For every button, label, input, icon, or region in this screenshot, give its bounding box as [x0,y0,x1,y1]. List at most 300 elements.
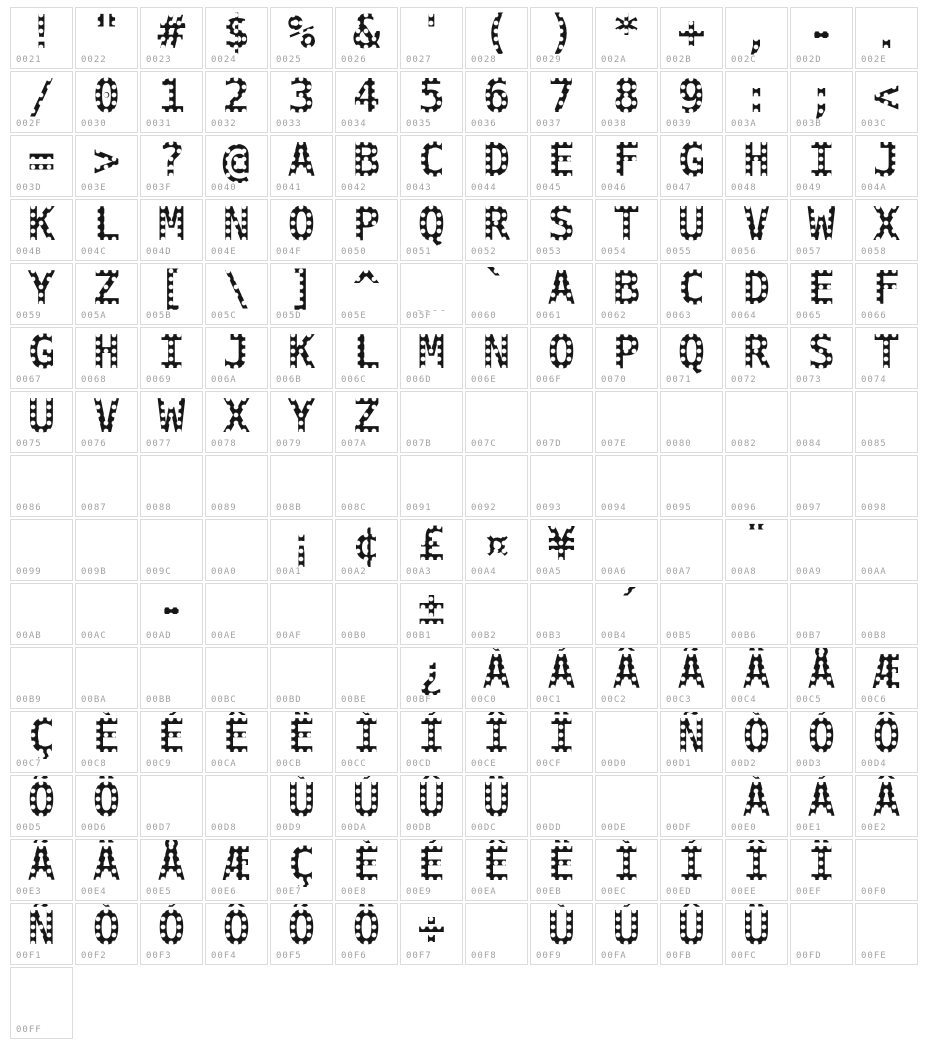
glyph-cell-007e[interactable] [595,391,658,453]
glyph-cell-007b[interactable] [400,391,463,453]
glyph-cell-00ed[interactable] [660,836,723,901]
glyph-cell-003c[interactable] [855,68,918,133]
glyph-cell-00e0[interactable] [725,772,788,837]
codepoint-label: 0040 [211,183,237,193]
glyph-cell-0043[interactable] [400,132,463,197]
codepoint-label: 002A [601,55,627,65]
glyph-cell-004d[interactable] [140,196,203,261]
glyph: D [726,264,787,311]
glyph-cell-008b[interactable] [270,455,333,517]
glyph: ; [791,72,852,119]
glyph-cell-009b[interactable] [75,519,138,581]
glyph-cell-002d[interactable] [790,4,853,69]
codepoint-label: 00F8 [471,951,497,961]
glyph-cell-00db[interactable] [400,772,463,837]
glyph-cell-00fc[interactable] [725,900,788,965]
glyph-cell-00e5[interactable] [140,836,203,901]
glyph-cell-00c9[interactable] [140,708,203,773]
glyph [661,520,722,567]
glyph-cell-00f9[interactable] [530,900,593,965]
glyph-cell-00f8[interactable] [465,903,528,965]
glyph: Å [141,840,202,887]
glyph: 7 [531,72,592,119]
glyph-cell-0057[interactable] [790,196,853,261]
glyph-cell-00aa[interactable] [855,519,918,581]
glyph-cell-00b8[interactable] [855,583,918,645]
glyph-cell-00de[interactable] [595,775,658,837]
glyph-cell-0087[interactable] [75,455,138,517]
glyph-cell-005b[interactable] [140,260,203,325]
glyph-cell-0075[interactable] [10,388,73,453]
glyph-cell-002e[interactable] [855,4,918,69]
codepoint-label: 0079 [276,439,302,449]
glyph: 5 [401,72,462,119]
glyph-cell-00af[interactable] [270,583,333,645]
glyph-cell-0094[interactable] [595,455,658,517]
glyph-cell-00a4[interactable] [465,516,528,581]
glyph-cell-004b[interactable] [10,196,73,261]
glyph-cell-00a0[interactable] [205,519,268,581]
glyph-cell-008c[interactable] [335,455,398,517]
glyph-cell-0065[interactable] [790,260,853,325]
glyph-cell-0073[interactable] [790,324,853,389]
glyph-cell-009c[interactable] [140,519,203,581]
glyph-cell-0078[interactable] [205,388,268,453]
glyph-cell-0071[interactable] [660,324,723,389]
glyph-cell-00f2[interactable] [75,900,138,965]
glyph: 0 [76,72,137,119]
glyph-cell-0023[interactable] [140,4,203,69]
glyph-cell-005c[interactable] [205,260,268,325]
glyph-cell-00e6[interactable] [205,836,268,901]
glyph: \ [206,264,267,311]
glyph: Õ [11,776,72,823]
codepoint-label: 0035 [406,119,432,129]
glyph-cell-00f6[interactable] [335,900,398,965]
glyph-cell-00f3[interactable] [140,900,203,965]
codepoint-label: 0036 [471,119,497,129]
glyph-cell-0088[interactable] [140,455,203,517]
glyph-cell-0068[interactable] [75,324,138,389]
glyph: M [141,200,202,247]
glyph-cell-0047[interactable] [660,132,723,197]
glyph-cell-0089[interactable] [205,455,268,517]
glyph-cell-0025[interactable] [270,4,333,69]
glyph-cell-0063[interactable] [660,260,723,325]
glyph-cell-002f[interactable] [10,68,73,133]
codepoint-label: 00FE [861,951,887,961]
codepoint-label: 00B4 [601,631,627,641]
glyph-cell-00f1[interactable] [10,900,73,965]
glyph [206,520,267,567]
glyph-cell-003f[interactable] [140,132,203,197]
glyph-cell-00bf[interactable] [400,644,463,709]
codepoint-label: 004B [16,247,42,257]
glyph-cell-00f5[interactable] [270,900,333,965]
glyph: B [336,136,397,183]
glyph-cell-00ec[interactable] [595,836,658,901]
glyph-cell-003a[interactable] [725,68,788,133]
glyph-cell-00b7[interactable] [790,583,853,645]
glyph [856,584,917,631]
glyph-cell-00a8[interactable] [725,516,788,581]
glyph-cell-00d0[interactable] [595,711,658,773]
glyph-cell-00c8[interactable] [75,708,138,773]
glyph: ' [401,8,462,55]
glyph-cell-00e2[interactable] [855,772,918,837]
glyph-cell-00d4[interactable] [855,708,918,773]
glyph-cell-00df[interactable] [660,775,723,837]
glyph-row [10,68,920,133]
glyph-cell-005a[interactable] [75,260,138,325]
glyph-cell-00e7[interactable] [270,836,333,901]
glyph-cell-0070[interactable] [595,324,658,389]
glyph-cell-00bd[interactable] [270,647,333,709]
glyph-cell-00e4[interactable] [75,836,138,901]
glyph-cell-00b1[interactable] [400,580,463,645]
glyph-cell-00d3[interactable] [790,708,853,773]
glyph: - [791,8,852,55]
glyph-cell-00eb[interactable] [530,836,593,901]
glyph-cell-002a[interactable] [595,4,658,69]
codepoint-label: 00B7 [796,631,822,641]
glyph-cell-005e[interactable] [335,260,398,325]
glyph-cell-0092[interactable] [465,455,528,517]
glyph-cell-00cd[interactable] [400,708,463,773]
glyph-cell-006c[interactable] [335,324,398,389]
glyph: Æ [206,840,267,887]
glyph: Á [791,776,852,823]
glyph-cell-004a[interactable] [855,132,918,197]
glyph-cell-00ac[interactable] [75,583,138,645]
glyph-cell-0069[interactable] [140,324,203,389]
glyph-cell-00fd[interactable] [790,903,853,965]
glyph-cell-0031[interactable] [140,68,203,133]
glyph-cell-00cc[interactable] [335,708,398,773]
glyph-cell-00c1[interactable] [530,644,593,709]
glyph-cell-00b4[interactable] [595,580,658,645]
codepoint-label: 0049 [796,183,822,193]
glyph [791,392,852,439]
glyph: W [791,200,852,247]
glyph-cell-00d9[interactable] [270,772,333,837]
glyph-cell-0054[interactable] [595,196,658,261]
glyph-cell-006e[interactable] [465,324,528,389]
glyph-cell-00c5[interactable] [790,644,853,709]
glyph-row [10,708,920,773]
codepoint-label: 00E1 [796,823,822,833]
glyph: J [206,328,267,375]
glyph-cell-0038[interactable] [595,68,658,133]
glyph-cell-00a7[interactable] [660,519,723,581]
glyph [206,456,267,503]
glyph: H [726,136,787,183]
glyph-cell-00ca[interactable] [205,708,268,773]
glyph-cell-006b[interactable] [270,324,333,389]
glyph: 9 [661,72,722,119]
glyph-cell-0037[interactable] [530,68,593,133]
glyph-cell-003d[interactable] [10,132,73,197]
glyph-cell-0032[interactable] [205,68,268,133]
glyph-cell-0050[interactable] [335,196,398,261]
glyph: Ñ [661,712,722,759]
codepoint-label: 0022 [81,55,107,65]
glyph-cell-006a[interactable] [205,324,268,389]
glyph: C [661,264,722,311]
glyph-cell-0028[interactable] [465,4,528,69]
codepoint-label: 0075 [16,439,42,449]
glyph-cell-0021[interactable] [10,4,73,69]
glyph-cell-00b3[interactable] [530,583,593,645]
glyph: Ç [11,712,72,759]
glyph: _ [401,264,462,311]
glyph-cell-00fb[interactable] [660,900,723,965]
glyph [661,456,722,503]
glyph: J [856,136,917,183]
glyph-cell-0093[interactable] [530,455,593,517]
glyph-cell-0024[interactable] [205,4,268,69]
glyph-cell-0030[interactable] [75,68,138,133]
glyph-cell-00b0[interactable] [335,583,398,645]
glyph-cell-0052[interactable] [465,196,528,261]
glyph-cell-0085[interactable] [855,391,918,453]
glyph-cell-0026[interactable] [335,4,398,69]
glyph: G [11,328,72,375]
glyph-cell-004e[interactable] [205,196,268,261]
glyph-cell-0076[interactable] [75,388,138,453]
glyph-cell-0039[interactable] [660,68,723,133]
glyph: Ê [466,840,527,887]
glyph-cell-00ab[interactable] [10,583,73,645]
glyph-cell-006d[interactable] [400,324,463,389]
glyph: + [661,8,722,55]
glyph-cell-0051[interactable] [400,196,463,261]
glyph-cell-00fe[interactable] [855,903,918,965]
glyph-cell-00ea[interactable] [465,836,528,901]
glyph-cell-0095[interactable] [660,455,723,517]
glyph-cell-00e9[interactable] [400,836,463,901]
glyph-cell-00e1[interactable] [790,772,853,837]
glyph [466,392,527,439]
glyph-cell-0086[interactable] [10,455,73,517]
glyph-cell-003b[interactable] [790,68,853,133]
codepoint-label: 00F2 [81,951,107,961]
glyph-cell-0022[interactable] [75,4,138,69]
glyph: ? [141,136,202,183]
glyph: 1 [141,72,202,119]
glyph-cell-0077[interactable] [140,388,203,453]
glyph-cell-00d6[interactable] [75,772,138,837]
glyph-cell-00b2[interactable] [465,583,528,645]
glyph-cell-00da[interactable] [335,772,398,837]
glyph-cell-00d2[interactable] [725,708,788,773]
codepoint-label: 003D [16,183,42,193]
glyph: È [336,840,397,887]
glyph-cell-005f[interactable] [400,260,463,325]
glyph: Ã [11,840,72,887]
glyph-cell-0034[interactable] [335,68,398,133]
glyph-cell-00d5[interactable] [10,772,73,837]
glyph-cell-0084[interactable] [790,391,853,453]
glyph: Ü [726,904,787,951]
glyph-cell-004c[interactable] [75,196,138,261]
glyph-cell-006f[interactable] [530,324,593,389]
glyph-cell-0029[interactable] [530,4,593,69]
glyph-cell-0053[interactable] [530,196,593,261]
glyph-cell-0027[interactable] [400,4,463,69]
glyph-cell-00a3[interactable] [400,516,463,581]
codepoint-label: 0060 [471,311,497,321]
glyph-cell-0096[interactable] [725,455,788,517]
glyph-cell-0082[interactable] [725,391,788,453]
glyph [856,840,917,887]
glyph-cell-004f[interactable] [270,196,333,261]
glyph-cell-0061[interactable] [530,260,593,325]
glyph-cell-00ee[interactable] [725,836,788,901]
glyph-cell-0040[interactable] [205,132,268,197]
codepoint-label: 00DE [601,823,627,833]
glyph-cell-0060[interactable] [465,260,528,325]
glyph-cell-0098[interactable] [855,455,918,517]
glyph-cell-0064[interactable] [725,260,788,325]
glyph-cell-0074[interactable] [855,324,918,389]
glyph-cell-00bc[interactable] [205,647,268,709]
glyph-cell-00f7[interactable] [400,900,463,965]
glyph-cell-00ff[interactable] [10,967,73,1039]
glyph [791,584,852,631]
glyph: V [726,200,787,247]
glyph: Ï [791,840,852,887]
codepoint-label: 009B [81,567,107,577]
glyph-cell-00a5[interactable] [530,516,593,581]
glyph-cell-0048[interactable] [725,132,788,197]
glyph [856,520,917,567]
glyph-cell-00a2[interactable] [335,516,398,581]
glyph-cell-00a9[interactable] [790,519,853,581]
glyph-cell-0049[interactable] [790,132,853,197]
codepoint-label: 0047 [666,183,692,193]
glyph-cell-00ef[interactable] [790,836,853,901]
glyph-cell-00cf[interactable] [530,708,593,773]
glyph-cell-0080[interactable] [660,391,723,453]
glyph-cell-002c[interactable] [725,4,788,69]
glyph-cell-0055[interactable] [660,196,723,261]
glyph-cell-0062[interactable] [595,260,658,325]
glyph-cell-00c2[interactable] [595,644,658,709]
glyph-cell-0045[interactable] [530,132,593,197]
glyph-cell-0091[interactable] [400,455,463,517]
glyph-cell-0067[interactable] [10,324,73,389]
glyph-cell-0046[interactable] [595,132,658,197]
glyph-cell-0036[interactable] [465,68,528,133]
glyph-cell-00cb[interactable] [270,708,333,773]
glyph [271,584,332,631]
codepoint-label: 0037 [536,119,562,129]
glyph-cell-0059[interactable] [10,260,73,325]
glyph-cell-0066[interactable] [855,260,918,325]
glyph-cell-00c0[interactable] [465,644,528,709]
glyph-cell-00f4[interactable] [205,900,268,965]
glyph-cell-00c4[interactable] [725,644,788,709]
glyph-cell-0033[interactable] [270,68,333,133]
codepoint-label: 00F1 [16,951,42,961]
glyph-cell-007c[interactable] [465,391,528,453]
codepoint-label: 00E5 [146,887,172,897]
glyph-cell-00ce[interactable] [465,708,528,773]
glyph [791,456,852,503]
glyph-cell-00a1[interactable] [270,516,333,581]
glyph-cell-007a[interactable] [335,388,398,453]
codepoint-label: 00CB [276,759,302,769]
glyph-cell-00d1[interactable] [660,708,723,773]
glyph [856,456,917,503]
glyph-cell-00bb[interactable] [140,647,203,709]
glyph-cell-005d[interactable] [270,260,333,325]
glyph-cell-0041[interactable] [270,132,333,197]
glyph [11,968,72,1025]
glyph-cell-0044[interactable] [465,132,528,197]
glyph-row [10,644,920,709]
glyph-cell-00dd[interactable] [530,775,593,837]
glyph: Ò [76,904,137,951]
glyph-cell-00ba[interactable] [75,647,138,709]
glyph [141,456,202,503]
glyph-cell-00c6[interactable] [855,644,918,709]
glyph [11,520,72,567]
glyph: Ë [271,712,332,759]
glyph-cell-00b9[interactable] [10,647,73,709]
codepoint-label: 005D [276,311,302,321]
glyph-cell-0056[interactable] [725,196,788,261]
glyph: R [466,200,527,247]
glyph-cell-00b5[interactable] [660,583,723,645]
codepoint-label: 0073 [796,375,822,385]
glyph: ÷ [401,904,462,951]
glyph-cell-0058[interactable] [855,196,918,261]
glyph-cell-00ad[interactable] [140,580,203,645]
codepoint-label: 007E [601,439,627,449]
glyph-cell-00d8[interactable] [205,775,268,837]
glyph-cell-00dc[interactable] [465,772,528,837]
glyph-cell-00b6[interactable] [725,583,788,645]
glyph-cell-00be[interactable] [335,647,398,709]
glyph-cell-007d[interactable] [530,391,593,453]
glyph-cell-003e[interactable] [75,132,138,197]
glyph-cell-00a6[interactable] [595,519,658,581]
glyph [336,456,397,503]
glyph-cell-00e8[interactable] [335,836,398,901]
glyph [466,584,527,631]
codepoint-label: 00BF [406,695,432,705]
glyph-cell-0097[interactable] [790,455,853,517]
codepoint-label: 00B3 [536,631,562,641]
glyph-cell-00ae[interactable] [205,583,268,645]
glyph-cell-00c3[interactable] [660,644,723,709]
codepoint-label: 00A3 [406,567,432,577]
glyph-cell-00fa[interactable] [595,900,658,965]
glyph-cell-00f0[interactable] [855,839,918,901]
codepoint-label: 003C [861,119,887,129]
glyph-cell-00c7[interactable] [10,708,73,773]
glyph-cell-0035[interactable] [400,68,463,133]
glyph-cell-00e3[interactable] [10,836,73,901]
glyph-cell-0072[interactable] [725,324,788,389]
glyph-cell-0099[interactable] [10,519,73,581]
glyph-cell-0042[interactable] [335,132,398,197]
glyph-cell-0079[interactable] [270,388,333,453]
glyph-cell-00d7[interactable] [140,775,203,837]
glyph-cell-002b[interactable] [660,4,723,69]
